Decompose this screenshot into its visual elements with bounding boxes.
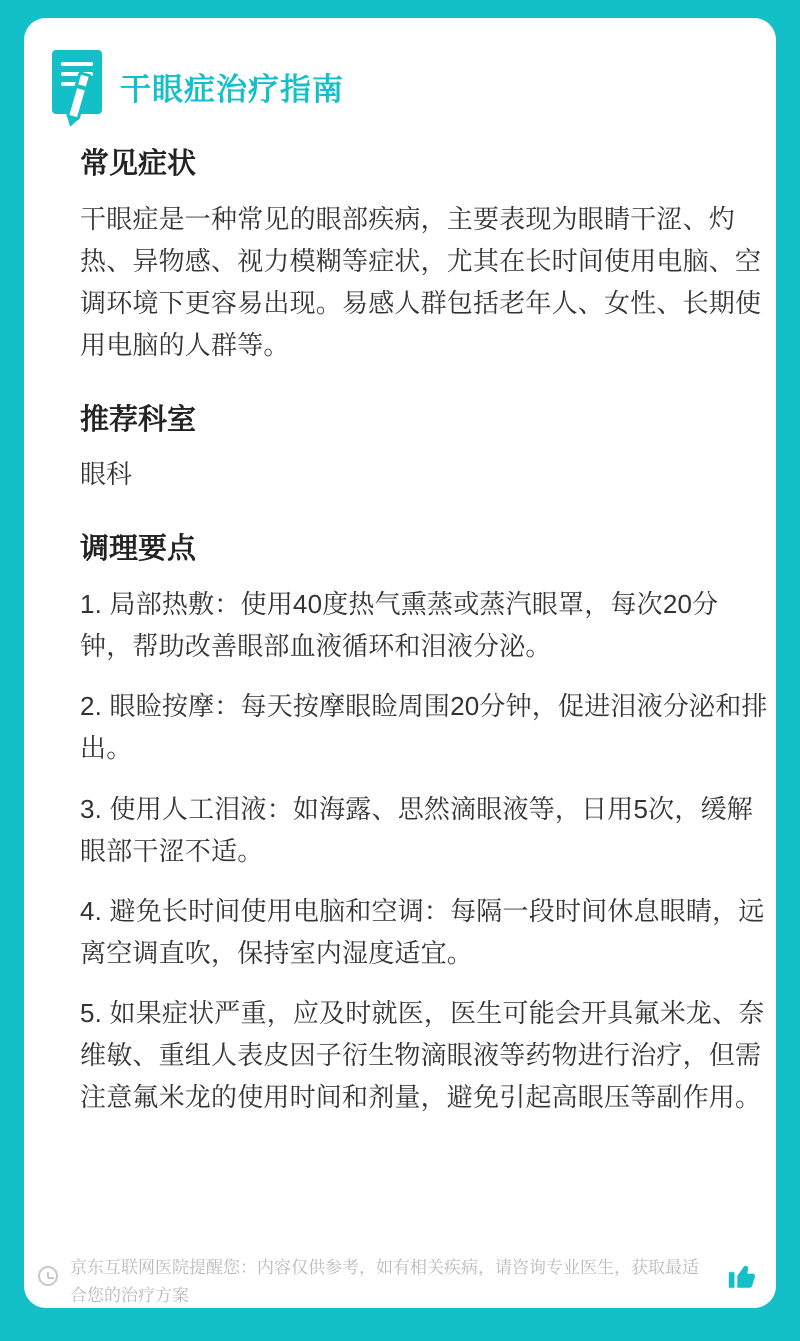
section-heading-symptoms: 常见症状	[80, 148, 197, 180]
pen-band	[74, 83, 89, 91]
list-item: 3. 使用人工泪液：如海露、思然滴眼液等，日用5次，缓解眼部干涩不适。	[80, 793, 753, 866]
section-heading-tips: 调理要点	[80, 533, 197, 566]
article-content	[80, 146, 770, 1136]
document-pen-icon	[52, 50, 106, 122]
section-text-symptoms: 干眼症是一种常见的眼部疾病，主要表现为眼睛干涩、灼热、异物感、视力模糊等症状，尤其在长时间使用电脑、空调环境下更容易出现。易感人群包括老年人、女性、长期使用电脑的人群等。	[80, 203, 762, 361]
article-card	[24, 18, 776, 1308]
thumbs-up-icon[interactable]	[726, 1258, 760, 1292]
section-text-department: 眼科	[80, 458, 133, 489]
pen-tip	[63, 114, 79, 128]
section-heading-department: 推荐科室	[80, 404, 197, 437]
list-item: 4. 避免长时间使用电脑和空调：每隔一段时间休息眼睛，远离空调直吹，保持室内湿度适宜。	[80, 895, 765, 968]
list-item: 1. 局部热敷：使用40度热气熏蒸或蒸汽眼罩，每次20分钟，帮助改善眼部血液循环和泪液分泌。	[80, 589, 719, 662]
clock-icon	[38, 1266, 58, 1286]
list-item: 2. 眼睑按摩：每天按摩眼睑周围20分钟，促进泪液分泌和排出。	[80, 691, 768, 764]
page-title: 干眼症治疗指南	[120, 72, 344, 107]
footer-disclaimer: 京东互联网医院提醒您：内容仅供参考，如有相关疾病，请咨询专业医生，获取最适合您的治疗方案	[70, 1258, 699, 1306]
footer	[24, 1244, 776, 1308]
doc-line-1	[61, 62, 93, 66]
tips-list	[80, 583, 770, 1118]
list-item: 5. 如果症状严重，应及时就医，医生可能会开具氟米龙、奈维敏、重组人表皮因子衍生物滴眼液等药物进行治疗，但需注意氟米龙的使用时间和剂量，避免引起高眼压等副作用。	[80, 997, 765, 1113]
